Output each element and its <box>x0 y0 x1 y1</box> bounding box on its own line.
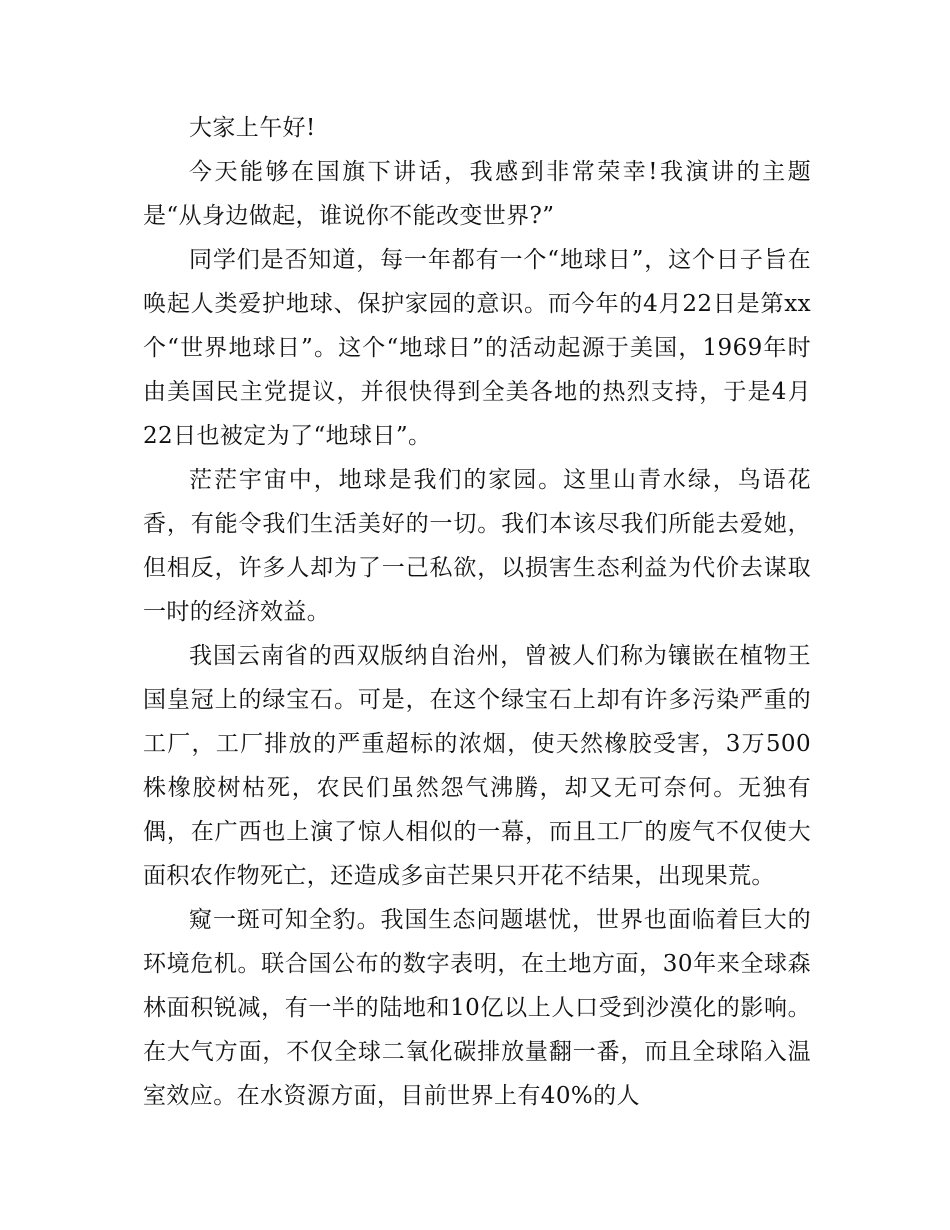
home-planet-paragraph: 茫茫宇宙中，地球是我们的家园。这里山青水绿，鸟语花香，有能令我们生活美好的一切。我们本该尽我们所能去爱她，但相反，许多人却为了一己私欲，以损害生态利益为代价去谋取一时的经济效益。 <box>143 467 811 625</box>
global-crisis-paragraph: 窥一斑可知全豹。我国生态问题堪忧，世界也面临着巨大的环境危机。联合国公布的数字表明，在土地方面，30年来全球森林面积锐减，有一半的陆地和10亿以上人口受到沙漠化的影响。在大气方面，不仅全球二氧化碳排放量翻一番，而且全球陷入温室效应。在水资源方面，目前世界上有40%的人 <box>143 907 811 1109</box>
intro-paragraph: 今天能够在国旗下讲话，我感到非常荣幸!我演讲的主题是“从身边做起，谁说你不能改变世界?” <box>143 159 811 229</box>
yunnan-example-paragraph: 我国云南省的西双版纳自治州，曾被人们称为镶嵌在植物王国皇冠上的绿宝石。可是，在这个绿宝石上却有许多污染严重的工厂，工厂排放的严重超标的浓烟，使天然橡胶受害，3万500株橡胶树枯死，农民们虽然怨气沸腾，却又无可奈何。无独有偶，在广西也上演了惊人相似的一幕，而且工厂的废气不仅使大面积农作物死亡，还造成多亩芒果只开花不结果，出现果荒。 <box>143 643 811 889</box>
earth-day-paragraph: 同学们是否知道，每一年都有一个“地球日”，这个日子旨在唤起人类爱护地球、保护家园的意识。而今年的4月22日是第xx个“世界地球日”。这个“地球日”的活动起源于美国，1969年时由美国民主党提议，并很快得到全美各地的热烈支持，于是4月22日也被定为了“地球日”。 <box>143 247 811 449</box>
document-page <box>143 106 811 1118</box>
greeting-paragraph: 大家上午好! <box>189 115 316 141</box>
